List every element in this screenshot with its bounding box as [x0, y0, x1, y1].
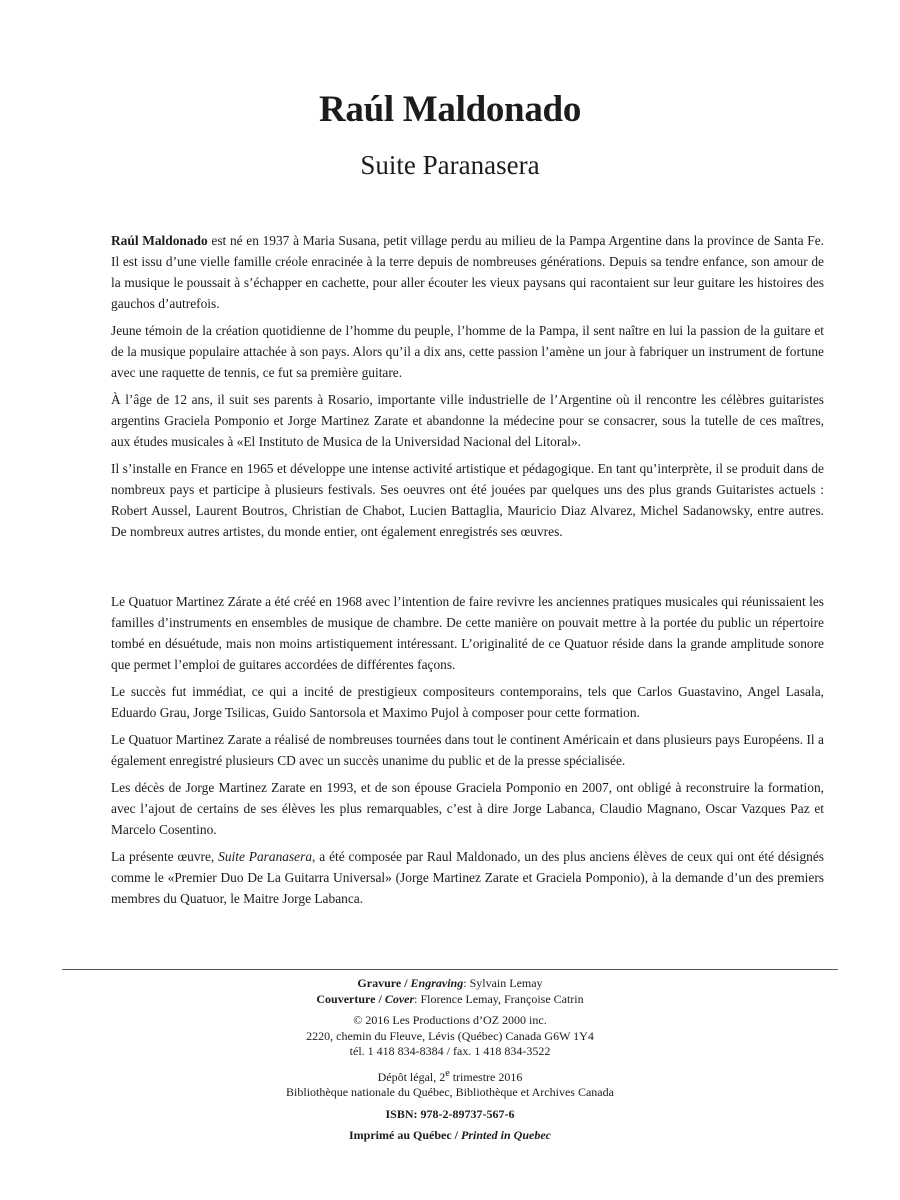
cover-name: : Florence Lemay, Françoise Catrin: [414, 991, 584, 1006]
legal-deposit-prefix: Dépôt légal, 2: [377, 1069, 446, 1084]
quatuor-section: [111, 591, 824, 915]
publisher-address: 2220, chemin du Fleuve, Lévis (Québec) Canada G6W 1Y4: [306, 1028, 594, 1043]
cover-label-fr: Couverture: [316, 991, 376, 1006]
publisher-phone: tél. 1 418 834-8384 / fax. 1 418 834-3522: [349, 1044, 551, 1058]
cover-credit: [0, 992, 900, 1008]
engraving-label-en: Engraving: [410, 976, 464, 990]
legal-deposit-sup: e: [445, 1067, 450, 1079]
engraving-credit: [0, 976, 900, 992]
bio-paragraph-4: Il s’installe en France en 1965 et développe une intense activité artistique et pédagogique. En tant qu’interprète, il se produit dans de nombreux pays et participe à plusieurs festivals. Ses oeuvres ont été jouées par quelques uns des plus grands Guitaristes actuels : Robert Aussel, Laurent Boutros, Christian de Chabot, Lucien Battaglia, Mauricio Diaz Alvarez, Michel Sadanowsky, entre autres. De nombreux autres artistes, du monde entier, ont également enregistrés ses œuvres.: [111, 461, 824, 539]
copyright-line: © 2016 Les Productions d’OZ 2000 inc.: [353, 1013, 547, 1027]
bio-paragraph-1: [111, 230, 824, 314]
composer-name: Raúl Maldonado: [318, 89, 582, 130]
credits-divider: [62, 969, 838, 970]
printed-fr: Imprimé au Québec: [349, 1128, 452, 1142]
quatuor-paragraph-5: [111, 846, 824, 909]
biography-section: [111, 230, 824, 548]
isbn: [0, 1107, 900, 1123]
cover-label-en: Cover: [384, 991, 415, 1006]
quatuor-paragraph-3: Le Quatuor Martinez Zarate a réalisé de nombreuses tournées dans tout le continent Américain et dans plusieurs pays Européens. Il a également enregistré plusieurs CD avec un succès unanime du public et de la presse spécialisée.: [111, 732, 824, 768]
bio-paragraph-3: À l’âge de 12 ans, il suit ses parents à Rosario, importante ville industrielle de l’Argentine où il rencontre les célèbres guitaristes argentins Graciela Pomponio et Jorge Martinez Zarate et abandonne la médecine pour se consacrer, sous la tutelle de ces maîtres, aux études musicales à «El Instituto de Musica de la Universidad Nacional del Litoral».: [111, 392, 824, 449]
quatuor-p5-after: , a été composée par Raul Maldonado, un des plus anciens élèves de ceux qui ont été désignés comme le «Premier Duo De La Guitarra Universal» (Jorge Martinez Zarate et Graciela Pomponio), à la demande d’un des premiers membres du Quatuor, le Maitre Jorge Labanca.: [111, 849, 824, 906]
libraries-line: Bibliothèque nationale du Québec, Bibliothèque et Archives Canada: [286, 1085, 614, 1099]
quatuor-p5-before: La présente œuvre,: [111, 849, 219, 864]
bio-paragraph-1-text: est né en 1937 à Maria Susana, petit village perdu au milieu de la Pampa Argentine dans la province de Santa Fe. Il est issu d’une vielle famille créole enracinée à la terre depuis de nombreuses générations. Depuis sa tendre enfance, son amour de la musique le poussait à s’échapper en cachette, pour aller écouter les vieux paysans qui racontaient sur leur guitare les histoires des gauchos d’autrefois.: [111, 233, 824, 311]
work-title: Suite Paranasera: [360, 150, 540, 180]
printed-en: Printed in Quebec: [461, 1128, 551, 1142]
engraving-label-fr: Gravure: [357, 976, 402, 990]
legal-deposit-suffix: trimestre 2016: [449, 1069, 523, 1084]
legal-deposit: [0, 1066, 900, 1086]
quatuor-p5-title: Suite Paranasera: [218, 849, 313, 864]
bio-name: Raúl Maldonado: [111, 233, 208, 248]
credits-block: [0, 976, 900, 1144]
cover-sep: /: [375, 991, 385, 1006]
engraving-sep: /: [401, 976, 411, 990]
printed-sep: /: [451, 1128, 461, 1142]
engraving-name: : Sylvain Lemay: [463, 976, 543, 990]
quatuor-paragraph-4: Les décès de Jorge Martinez Zarate en 1993, et de son épouse Graciela Pomponio en 2007, ont obligé à reconstruire la formation, avec l’ajout de certains de ses élèves les plus remarquables, c’est à dire Jorge Labanca, Claudio Magnano, Oscar Vazques Paz et Marcelo Cosentino.: [111, 780, 824, 837]
quatuor-paragraph-1: Le Quatuor Martinez Zárate a été créé en 1968 avec l’intention de faire revivre les anciennes pratiques musicales qui réunissaient les familles d’instruments en ensembles de musique de chambre. De cette manière on pouvait mettre à la portée du public un répertoire tombé en désuétude, mais non moins artistiquement intéressant. L’originalité de ce Quatuor réside dans la grande amplitude sonore que permet l’emploi de guitares accordées de différentes façons.: [111, 594, 824, 672]
bio-paragraph-2: Jeune témoin de la création quotidienne de l’homme du peuple, l’homme de la Pampa, il sent naître en lui la passion de la guitare et de la musique populaire attachée à son pays. Alors qu’il a dix ans, cette passion l’amène un jour à fabriquer un instrument de fortune avec une raquette de tennis, ce fut sa première guitare.: [111, 323, 824, 380]
printed-line: [0, 1128, 900, 1144]
isbn-text: ISBN: 978-2-89737-567-6: [385, 1106, 515, 1121]
quatuor-paragraph-2: Le succès fut immédiat, ce qui a incité de prestigieux compositeurs contemporains, tels que Carlos Guastavino, Angel Lasala, Eduardo Grau, Jorge Tsilicas, Guido Santorsola et Maximo Pujol à composer pour cette formation.: [111, 684, 824, 720]
